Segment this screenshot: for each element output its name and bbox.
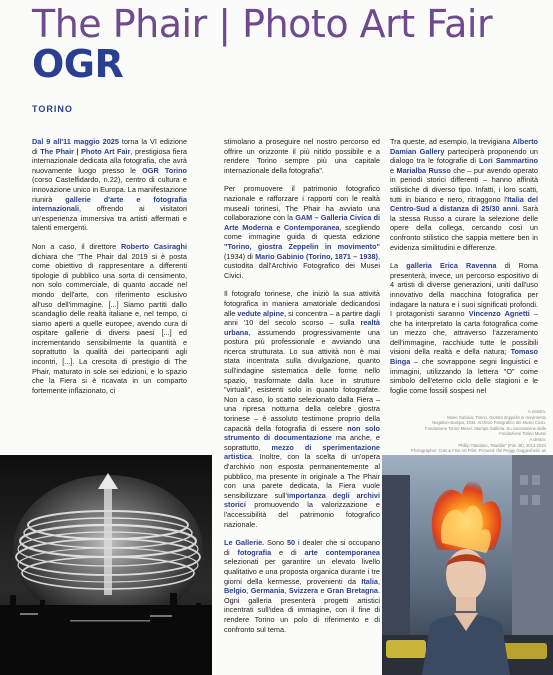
highlighted-text: Germania bbox=[250, 586, 285, 596]
credit-line: Mario Gabinio, Torino. Giostra Zeppelin in movimento bbox=[447, 414, 546, 420]
carousel-image bbox=[0, 455, 212, 675]
text-run: promuovendo la valorizzazione e l'accessibilità del patrimonio fotografico nazionale. bbox=[224, 500, 380, 529]
paragraph bbox=[224, 538, 380, 634]
highlighted-text: mezzo di sperimentazione artistica bbox=[224, 442, 380, 462]
paragraph bbox=[32, 242, 187, 396]
highlighted-text: realtà urbana bbox=[224, 318, 380, 337]
city-label: TORINO bbox=[32, 104, 73, 114]
text-run: , prestigiosa fiera internazionale dedicata alla fotografia, che avrà nuovamente luogo presso le bbox=[32, 146, 187, 175]
text-run: che – pur avendo operato in periodi storici differenti – hanno affinità stilistiche di diverso tipo. Infatti, i loro scatti, tutti in bianco e nero, ritraggono l' bbox=[390, 165, 538, 204]
credit-line: Photographer, Cuts & Fine Art Print. Pictured: the Peggy Guggenheim as bbox=[410, 448, 546, 454]
text-run: (corso Castelfidardo, n.22), centro di cultura e innovazione unico in Europa. La manifestazione riunirà bbox=[32, 175, 187, 204]
text-run: i dealer che si occupano di bbox=[224, 538, 380, 557]
credit-line: A sinistra: bbox=[527, 409, 546, 414]
highlighted-text: Dal 9 all'11 maggio 2025 bbox=[32, 137, 119, 146]
text-column-3 bbox=[390, 137, 538, 404]
text-run: (1934) di bbox=[224, 251, 256, 261]
highlighted-text: Belgio bbox=[224, 586, 247, 596]
text-run: . Inoltre, con la scelta di un'opera d'archivio non esposta permanentemente al pubblico, ma presente in originale a The Phair con una parete dedicata, la Fiera vuole sensibilizzare sull' bbox=[224, 452, 380, 500]
highlighted-text: Italia bbox=[361, 576, 378, 586]
highlighted-text: Gran Bretagna bbox=[326, 586, 378, 596]
highlighted-text: GAM – Galleria Civica di Arte Moderna e Contemporanea bbox=[224, 213, 380, 232]
paragraph bbox=[390, 261, 538, 395]
text-run: , offrendo ai visitatori un'esperienza immersiva tra artisti affermati e talenti emergenti. bbox=[32, 204, 187, 233]
text-run: Per promuovere il patrimonio fotografico nazionale e rafforzare i rapporti con le realtà museali torinesi, The Phair ha avviato una collaborazione con la bbox=[224, 184, 380, 223]
highlighted-text: Roberto Casiraghi bbox=[120, 241, 187, 251]
fire-hair-image bbox=[382, 455, 553, 675]
highlighted-text: Svizzera bbox=[288, 586, 319, 596]
text-run: Sono bbox=[264, 538, 287, 548]
woman-fire-hair-photo bbox=[382, 455, 553, 675]
credit-line: Fondazione Torino Musei. Stampa Galleria. Su concessione della bbox=[425, 425, 546, 431]
credit-line: Fondazione Torino Musei bbox=[499, 431, 546, 437]
text-run: , assumendo progressivamente una postura più professionale e avviando una ricerca strutturata. Lo sua attività non è mai stata incentrata sulla divulgazione, quanto sull'indagine sistematica delle forme nello spazio, trasformate dalla luce in strutture "virtuali", esistenti solo in quanto fotografate. Non a caso, lo scatto selezionato dalla Fiera – una ripresa notturna della celebre giostra torinese – è assoluto testimone proprio della capacità della fotografia di essere bbox=[224, 327, 380, 433]
text-run: , bbox=[377, 576, 380, 586]
text-run: parteciperà proponendo un dialogo tra le fotografie di bbox=[390, 146, 538, 166]
title-line-1: The Phair | Photo Art Fair bbox=[32, 2, 493, 46]
text-run: . Sarà la stessa Russo a curare la selezione delle opere della collega, cercando così un confronto stilistico che sappia mettere ben in evidenza similitudini e differenze. bbox=[390, 204, 539, 252]
highlighted-text: non solo strumento di documentazione bbox=[224, 423, 380, 443]
highlighted-text: Tomaso Binga bbox=[390, 347, 538, 367]
highlighted-text: Alberto Damian Gallery bbox=[390, 137, 538, 156]
text-run: Non a caso, il direttore bbox=[32, 241, 121, 251]
credit-line: Phillip Toledano, "Maddie" (Fire 39), 2013-2024 bbox=[458, 442, 546, 448]
highlighted-text: "Torino, giostra Zeppelin in movimento" bbox=[224, 241, 380, 251]
highlighted-text: importanza degli archivi storici bbox=[224, 490, 380, 510]
carousel-night-photo bbox=[0, 455, 212, 675]
highlighted-text: Vincenzo Agnetti bbox=[468, 309, 530, 319]
highlighted-text: galleria Erica Ravenna bbox=[406, 261, 497, 271]
highlighted-text: fotografia bbox=[237, 547, 272, 557]
paragraph bbox=[224, 289, 380, 529]
text-run: La bbox=[390, 261, 407, 271]
text-run: di Roma presenterà, invece, un percorso espositivo di 4 artisti di diverse generazioni, uniti dall'uso innovativo della macchina fotografica per indagare la natura e i suoi significati profondi. I protagonisti saranno bbox=[390, 261, 538, 319]
credit-line: A destra: bbox=[529, 436, 546, 442]
text-run: e bbox=[318, 586, 327, 596]
photo-credits bbox=[398, 409, 546, 459]
highlighted-text: Le Gallerie. bbox=[224, 538, 265, 548]
paragraph bbox=[390, 137, 538, 252]
paragraph bbox=[224, 137, 380, 175]
text-run: . Ogni galleria presenterà progetti artistici incentrati sull'idea di immagine, con il fine di rendere Torino un polo di riferimento e di confronto sul tema. bbox=[224, 586, 381, 634]
title-line-2: OGR bbox=[32, 42, 124, 86]
text-column-2 bbox=[224, 137, 380, 643]
highlighted-text: Mario Gabinio (Torino, 1871 – 1938) bbox=[255, 251, 378, 261]
text-run: e bbox=[390, 165, 397, 175]
highlighted-text: The Phair | Photo Art Fair bbox=[40, 146, 131, 156]
highlighted-text: Italia del Centro-Sud a distanza di 25/30 anni bbox=[390, 194, 539, 214]
paragraph bbox=[32, 137, 187, 233]
highlighted-text: Lori Sammartino bbox=[479, 156, 539, 166]
text-run: – che ha interpretato la carta fotografica come un mezzo che, attraverso l'azzeramento dell'immagine, racchiude tutte le possibili visioni della realtà e della natura; bbox=[390, 309, 538, 357]
text-run: , bbox=[246, 586, 251, 596]
text-run: – che sovrappone segni linguistici e immagini, utilizzando la lettera "O" come simbolo dell'eterno ciclo delle stagioni e le foglie come fossili sospesi nel bbox=[390, 357, 538, 395]
text-run: , custodita dall'Archivio Fotografico dei Musei Civici. bbox=[224, 251, 380, 280]
text-run: , scegliendo come immagine guida di questa edizione bbox=[224, 222, 380, 242]
highlighted-text: arte contemporanea bbox=[304, 547, 380, 557]
highlighted-text: OGR Torino bbox=[142, 165, 187, 175]
highlighted-text: gallerie d'arte e fotografia internazionali bbox=[32, 194, 187, 214]
text-run: dichiara che "The Phair dal 2019 si è posta come obiettivo di rappresentare a differenti tipologie di pubblico una sorta di censimento, non solo commerciale, di quanto accade nel mondo dell'arte, con riferimento esclusivo all'uso dell'immagine. [...] Siamo partiti dallo scandaglio delle realtà italiane e, nel tempo, ci siamo aperti a quelle europee, avendo cura di ospitare gallerie di diversi paesi [...] ed incrementando sensibilmente la quantità e soprattutto la qualità dei partecipanti agli incontri, [...]. La crescita di prestigio di The Phair, maturato in sole sei edizioni, e lo spazio che la Fiera si è ricavata in un comparto fortemente inflazionato, ci bbox=[32, 251, 187, 395]
article-title bbox=[32, 4, 542, 84]
text-column-1 bbox=[32, 137, 187, 404]
credit-line: Negativo-stampa, 1934. Archivio Fotografico dei Musei Civici. bbox=[432, 420, 546, 426]
text-run: Il fotografo torinese, che iniziò la sua attività fotografica in maniera amatoriale dedicandosi alle bbox=[224, 289, 380, 318]
text-run: , bbox=[284, 586, 289, 596]
paragraph bbox=[224, 184, 380, 280]
text-run: e di bbox=[271, 547, 305, 557]
text-run: selezionati per garantire un elevato livello qualitativo e una proposta organica durante i tre giorni della kermesse, provenienti da bbox=[224, 557, 380, 586]
text-run: torna la VI edizione di bbox=[32, 137, 188, 156]
text-run: Tra queste, ad esempio, la trevigiana bbox=[390, 137, 513, 146]
highlighted-text: Marialba Russo bbox=[396, 165, 451, 175]
text-run: stimolano a proseguire nel nostro percorso ed offrire un orizzonte il più nitido possibile e a rendere Torino sempre più una capitale internazionale della fotografia". bbox=[224, 137, 380, 175]
highlighted-text: vedute alpine bbox=[237, 308, 285, 318]
text-run: ma anche, e soprattutto, bbox=[224, 433, 380, 452]
text-run: , si concentra – a partire dagli anni '10 del secolo scorso – sulla bbox=[224, 308, 380, 328]
highlighted-text: 50 bbox=[286, 538, 296, 548]
